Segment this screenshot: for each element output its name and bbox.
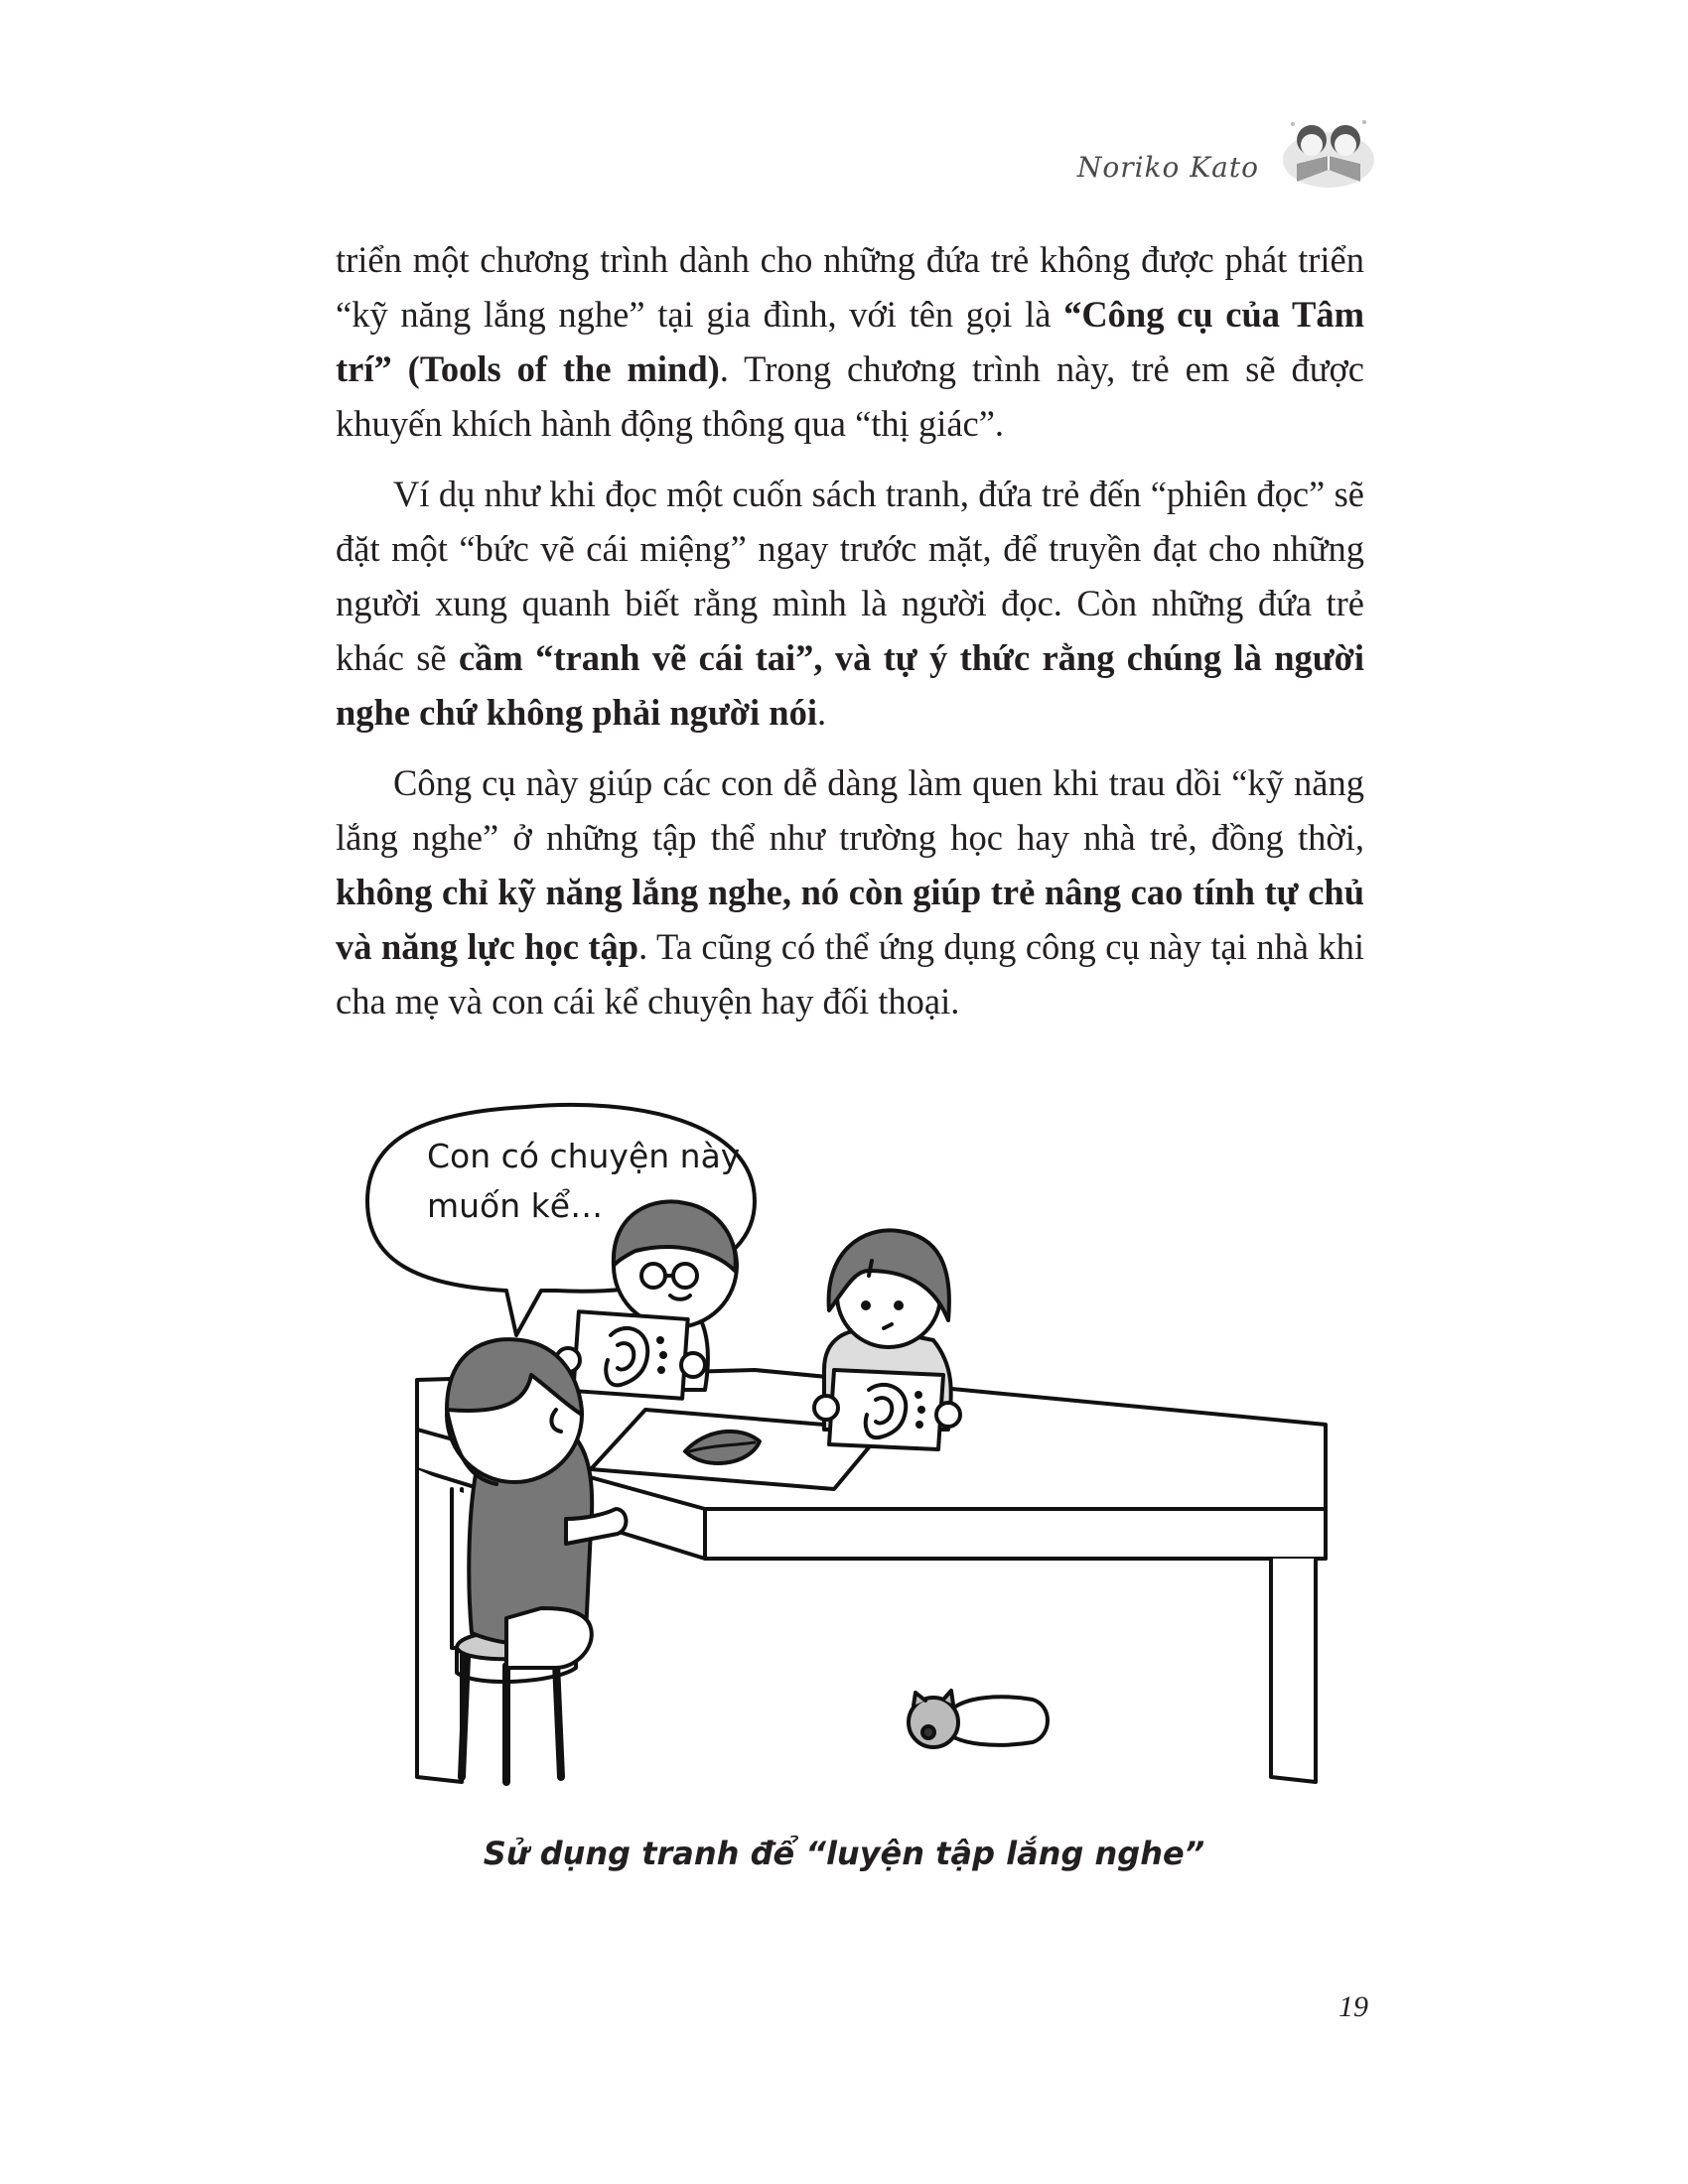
ear-card — [573, 1311, 687, 1398]
table-leg — [1271, 1559, 1316, 1782]
page-number: 19 — [1338, 1990, 1368, 2023]
paragraph-1: triển một chương trình dành cho những đứa trẻ không được phát triển “kỹ năng lắng nghe” tại gia đình, với tên gọi là “Công cụ của Tâm trí” (Tools of the mind). Trong chương trình này, trẻ em sẽ được khuyến khích hành động thông qua “thị giác”. — [336, 239, 1365, 444]
speech-bubble-text: Con có chuyện này muốn kể… — [427, 1137, 741, 1225]
paragraph-3: Công cụ này giúp các con dễ dàng làm quen khi trau dồi “kỹ năng lắng nghe” ở những tập thể như trường học hay nhà trẻ, đồng thời, không chỉ kỹ năng lắng nghe, nó còn giúp trẻ nâng cao tính tự chủ và năng lực học tập. Ta cũng có thể ứng dụng công cụ này tại nhà khi cha mẹ và con cái kể chuyện hay đối thoại. — [336, 762, 1364, 1022]
body-text — [336, 232, 1364, 1044]
running-header — [1077, 107, 1378, 197]
children-reading-logo-icon — [1279, 112, 1378, 192]
paragraph-2: Ví dụ như khi đọc một cuốn sách tranh, đứa trẻ đến “phiên đọc” sẽ đặt một “bức vẽ cái miệng” ngay trước mặt, để truyền đạt cho những người xung quanh biết rằng mình là người đọc. Còn những đứa trẻ khác sẽ cầm “tranh vẽ cái tai”, và tự ý thức rằng chúng là người nghe chứ không phải người nói. — [336, 474, 1364, 733]
figure-caption: Sử dụng tranh để “luyện tập lắng nghe” — [483, 1835, 1205, 1872]
author-name: Noriko Kato — [1076, 150, 1259, 184]
